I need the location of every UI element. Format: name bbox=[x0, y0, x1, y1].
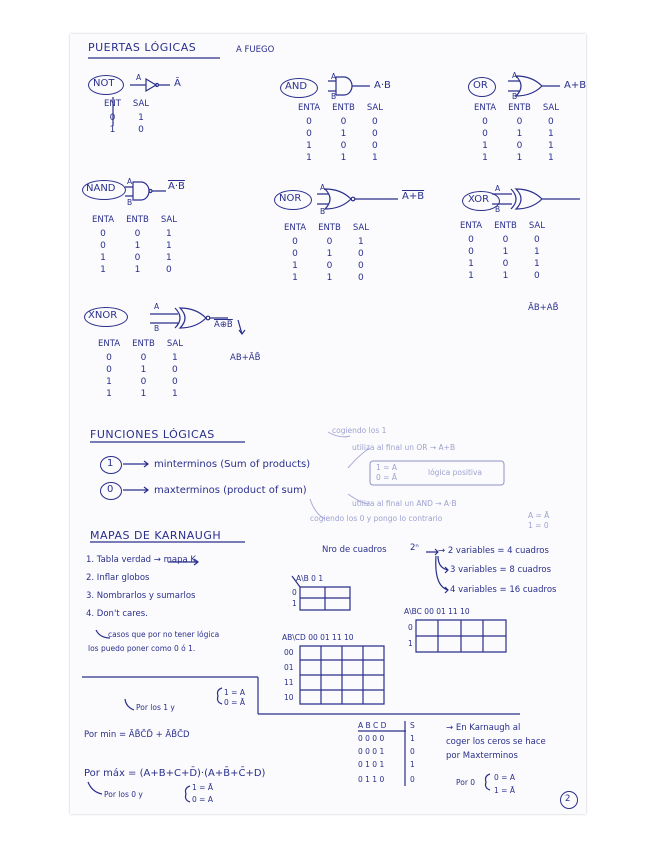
or-input-a: A bbox=[512, 71, 518, 80]
cell: 0 bbox=[516, 117, 523, 127]
cell: 0 bbox=[482, 117, 488, 127]
cell: 1 bbox=[306, 153, 312, 163]
or-output-label: A+B bbox=[564, 80, 586, 91]
v4-arrow bbox=[436, 556, 448, 593]
cell: 0 bbox=[358, 273, 364, 283]
header-cell: SAL bbox=[160, 215, 177, 225]
cell: 1 bbox=[292, 261, 298, 271]
bottom-table-header: A B C D bbox=[358, 721, 387, 730]
cell: 1 bbox=[109, 125, 116, 135]
cell: 1 bbox=[482, 141, 488, 151]
cell: 1 bbox=[548, 153, 554, 163]
cell: 1 bbox=[326, 249, 333, 259]
cell: 0 bbox=[134, 229, 141, 239]
or-input-b: B bbox=[512, 92, 518, 101]
brace-1-bottom: 0 = Ā bbox=[224, 698, 245, 707]
maxterminos-text: maxterminos (product of sum) bbox=[154, 485, 307, 496]
cell: 1 bbox=[502, 271, 509, 281]
v3-text: 3 variables = 8 cuadros bbox=[450, 565, 552, 575]
cell: 0 bbox=[292, 237, 298, 247]
por-max-expression: Por máx = (A+B+C+D̄)·(A+B̄+C̄+D) bbox=[84, 768, 266, 779]
cell: 0 bbox=[468, 247, 474, 257]
xor-input-b: B bbox=[495, 205, 501, 214]
cell: 0 bbox=[106, 365, 112, 375]
v3-arrow bbox=[438, 556, 448, 573]
xnor-output-label: A⊕B bbox=[214, 320, 233, 330]
and-input-a: A bbox=[331, 72, 337, 81]
cell: 0 bbox=[468, 235, 474, 245]
not-input-label: A bbox=[136, 73, 142, 82]
kmap-4var-row-2: 11 bbox=[284, 678, 294, 687]
kmap-4var-row-1: 01 bbox=[284, 663, 294, 672]
header-cell: SAL bbox=[366, 103, 383, 113]
cell: 0 bbox=[502, 235, 509, 245]
cell: 1 bbox=[166, 229, 172, 239]
note-or: utiliza al final un OR → A+B bbox=[352, 443, 456, 452]
not-truth-table bbox=[98, 98, 155, 136]
header-cell: ENTB bbox=[126, 215, 149, 225]
funciones-title: FUNCIONES LÓGICAS bbox=[90, 428, 215, 441]
xor-gate-name: XOR bbox=[468, 194, 490, 205]
cell: 0 bbox=[340, 117, 347, 127]
cell: 1 bbox=[134, 241, 141, 251]
xnor-input-b: B bbox=[154, 324, 160, 333]
cell: 1 bbox=[516, 153, 523, 163]
xor-gate-symbol bbox=[492, 189, 580, 209]
cell: 1 bbox=[340, 129, 347, 139]
brace-2 bbox=[186, 786, 191, 802]
cell: 0 bbox=[548, 117, 554, 127]
cell: 0 bbox=[166, 265, 172, 275]
page-title: PUERTAS LÓGICAS bbox=[88, 41, 197, 54]
kmap-4var-row-3: 10 bbox=[284, 693, 294, 702]
cell: 0 bbox=[100, 229, 106, 239]
header-cell: ENT bbox=[104, 99, 121, 109]
xor-expression: ĀB+AB̄ bbox=[528, 303, 559, 313]
kmap-3var-header: A\BC 00 01 11 10 bbox=[404, 607, 470, 616]
nand-gate-bubble bbox=[149, 190, 152, 193]
cell: 1 bbox=[468, 271, 474, 281]
cell: 1 bbox=[100, 265, 106, 275]
header-cell: ENTA bbox=[474, 103, 497, 113]
note-logica-positiva: lógica positiva bbox=[428, 468, 483, 477]
bottom-row-2-s: 1 bbox=[410, 760, 415, 769]
bottom-row-3-input: 0 1 1 0 bbox=[358, 775, 385, 784]
cell: 0 bbox=[326, 237, 333, 247]
cell: 0 bbox=[534, 235, 540, 245]
xnor-arrow bbox=[238, 320, 245, 334]
bottom-table-s: S bbox=[410, 721, 415, 730]
cell: 1 bbox=[166, 253, 172, 263]
brace-1-top: 1 = A bbox=[224, 688, 245, 697]
dont-care-note-2: los puedo poner como 0 ó 1. bbox=[88, 644, 196, 653]
cell: 0 bbox=[306, 129, 312, 139]
xnor-expression: AB+ĀB̄ bbox=[230, 353, 261, 363]
bottom-row-3-s: 0 bbox=[410, 775, 415, 784]
one-marker: 1 bbox=[107, 458, 114, 469]
bottom-row-1-s: 0 bbox=[410, 747, 415, 756]
cell: 0 bbox=[134, 253, 141, 263]
header-cell: ENTA bbox=[298, 103, 321, 113]
cell: 0 bbox=[516, 141, 523, 151]
note-ceros-b: 1 = 0 bbox=[528, 521, 549, 530]
cell: 1 bbox=[516, 129, 523, 139]
header-cell: ENTB bbox=[494, 221, 517, 231]
or-truth-table bbox=[468, 102, 565, 164]
bottom-row-0-input: 0 0 0 0 bbox=[358, 734, 385, 743]
or-gate-name: OR bbox=[473, 80, 488, 91]
note-and: utiliza al final un AND → A·B bbox=[352, 499, 457, 508]
header-cell: SAL bbox=[352, 223, 369, 233]
not-gate-name: NOT bbox=[93, 78, 115, 89]
kmap-4var-row-0: 00 bbox=[284, 648, 294, 657]
cell: 0 bbox=[482, 129, 488, 139]
header-cell: ENTB bbox=[132, 339, 155, 349]
por-min-expression: Por min = ĀB̄C̄D̄ + ĀB̄C̄D bbox=[84, 730, 190, 740]
xor-input-a: A bbox=[495, 184, 501, 193]
por-los-0-label: Por los 0 y bbox=[104, 790, 143, 799]
karnaugh-note-3: por Maxterminos bbox=[446, 751, 518, 761]
kmap-2var-row-0: 0 bbox=[292, 588, 297, 597]
page-number: 2 bbox=[565, 794, 571, 804]
nand-gate-name: NAND bbox=[86, 183, 116, 194]
header-cell: ENTA bbox=[284, 223, 307, 233]
brace-3 bbox=[486, 774, 491, 790]
karnaugh-note-2: coger los ceros se hace bbox=[446, 737, 546, 747]
step-1: 1. Tabla verdad → mapa K. bbox=[86, 555, 199, 565]
note-logica-one: 1 = A bbox=[376, 463, 397, 472]
bottom-row-1-input: 0 0 0 1 bbox=[358, 747, 385, 756]
cell: 1 bbox=[138, 113, 144, 123]
karnaugh-note-1: → En Karnaugh al bbox=[446, 723, 521, 733]
and-output-label: A·B bbox=[374, 80, 391, 91]
cell: 1 bbox=[534, 259, 540, 269]
nor-output-label: A+B bbox=[402, 191, 425, 202]
cell: 1 bbox=[172, 389, 178, 399]
cuadros-power: 2ⁿ bbox=[410, 543, 419, 553]
cell: 1 bbox=[502, 247, 509, 257]
header-cell: ENTB bbox=[332, 103, 355, 113]
nor-input-b: B bbox=[320, 207, 326, 216]
notebook-page bbox=[70, 34, 586, 814]
and-truth-table bbox=[292, 102, 389, 164]
por-los-1-hook bbox=[125, 699, 134, 710]
cell: 1 bbox=[106, 377, 112, 387]
cell: 0 bbox=[109, 113, 116, 123]
kmap-2var-grid bbox=[300, 587, 350, 610]
nand-input-b: B bbox=[127, 198, 133, 207]
cell: 0 bbox=[502, 259, 509, 269]
karnaugh-title: MAPAS DE KARNAUGH bbox=[90, 529, 222, 542]
header-cell: ENTA bbox=[460, 221, 483, 231]
bottom-row-2-input: 0 1 0 1 bbox=[358, 760, 385, 769]
bottom-row-0-s: 1 bbox=[410, 734, 415, 743]
and-gate-name: AND bbox=[285, 81, 308, 92]
header-cell: SAL bbox=[528, 221, 545, 231]
kmap-3var-row-0: 0 bbox=[408, 623, 413, 632]
header-cell: SAL bbox=[166, 339, 183, 349]
cell: 0 bbox=[326, 261, 333, 271]
cuadros-label: Nro de cuadros bbox=[322, 545, 387, 555]
por-0-a: 0 = A bbox=[494, 773, 515, 782]
step-4: 4. Don't cares. bbox=[86, 609, 148, 619]
step-3: 3. Nombrarlos y sumarlos bbox=[86, 591, 196, 601]
xor-truth-table bbox=[454, 220, 551, 282]
por-los-0-hook bbox=[88, 782, 102, 794]
xnor-input-a: A bbox=[154, 302, 160, 311]
cell: 1 bbox=[106, 389, 112, 399]
note-logica-zero: 0 = Ā bbox=[376, 473, 397, 482]
cell: 1 bbox=[372, 153, 378, 163]
header-cell: SAL bbox=[132, 99, 150, 109]
cell: 1 bbox=[482, 153, 488, 163]
por-0-label: Por 0 bbox=[456, 778, 476, 787]
v4-text: 4 variables = 16 cuadros bbox=[450, 585, 557, 595]
minterminos-text: minterminos (Sum of products) bbox=[154, 459, 311, 470]
not-output-label: Ā bbox=[174, 78, 181, 89]
nand-output-label: A·B bbox=[168, 181, 185, 192]
cell: 0 bbox=[100, 241, 106, 251]
header-cell: ENTA bbox=[92, 215, 115, 225]
cell: 0 bbox=[292, 249, 298, 259]
xnor-gate-name: XNOR bbox=[88, 310, 118, 321]
cell: 0 bbox=[172, 365, 178, 375]
kmap-4var-header: AB\CD 00 01 11 10 bbox=[282, 633, 354, 642]
cell: 0 bbox=[106, 353, 112, 363]
cell: 0 bbox=[358, 261, 364, 271]
cell: 0 bbox=[372, 129, 378, 139]
nor-gate-symbol bbox=[317, 189, 398, 209]
max-arrow bbox=[123, 487, 148, 493]
header-cell: ENTB bbox=[318, 223, 341, 233]
cell: 1 bbox=[548, 141, 554, 151]
kmap-4var-grid bbox=[300, 646, 384, 704]
page-subtitle: A FUEGO bbox=[236, 45, 275, 55]
por-0-b: 1 = Ā bbox=[494, 786, 515, 795]
nor-gate-bubble bbox=[351, 197, 355, 201]
nor-input-a: A bbox=[320, 183, 326, 192]
cell: 1 bbox=[172, 353, 178, 363]
min-arrow bbox=[123, 461, 148, 467]
brace-1 bbox=[218, 688, 223, 704]
cell: 1 bbox=[140, 365, 147, 375]
cell: 1 bbox=[534, 247, 540, 257]
dont-care-note-1: casos que por no tener lógica bbox=[108, 630, 220, 639]
cell: 0 bbox=[372, 117, 378, 127]
note-ceros-a: A = Ā bbox=[528, 511, 550, 520]
header-cell: ENTA bbox=[98, 339, 121, 349]
cell: 1 bbox=[326, 273, 333, 283]
cell: 0 bbox=[306, 117, 312, 127]
cell: 0 bbox=[172, 377, 178, 387]
kmap-2var-row-1: 1 bbox=[292, 599, 297, 608]
brace-2-bottom: 0 = A bbox=[192, 795, 213, 804]
nor-truth-table bbox=[278, 222, 375, 284]
cell: 0 bbox=[138, 125, 144, 135]
kmap-3var-row-1: 1 bbox=[408, 639, 413, 648]
brace-2-top: 1 = Ā bbox=[192, 783, 213, 792]
header-cell: SAL bbox=[542, 103, 559, 113]
cell: 1 bbox=[166, 241, 172, 251]
note-ceros: cogiendo los 0 y pongo lo contrario bbox=[310, 514, 443, 523]
step-2: 2. Inflar globos bbox=[86, 573, 150, 583]
cell: 1 bbox=[100, 253, 106, 263]
cell: 1 bbox=[358, 237, 364, 247]
cell: 0 bbox=[140, 353, 147, 363]
cell: 0 bbox=[140, 377, 147, 387]
por-los-1-label: Por los 1 y bbox=[136, 703, 175, 712]
xnor-gate-bubble bbox=[206, 316, 210, 320]
and-input-b: B bbox=[331, 92, 337, 101]
nand-input-a: A bbox=[127, 177, 133, 186]
cell: 1 bbox=[134, 265, 141, 275]
cell: 0 bbox=[340, 141, 347, 151]
cell: 1 bbox=[306, 141, 312, 151]
cuadros-arrow bbox=[426, 549, 438, 555]
note-cogiendo-unos: cogiendo los 1 bbox=[332, 426, 387, 435]
cell: 1 bbox=[548, 129, 554, 139]
nor-gate-name: NOR bbox=[279, 193, 302, 204]
cell: 1 bbox=[140, 389, 147, 399]
cell: 1 bbox=[468, 259, 474, 269]
cell: 1 bbox=[340, 153, 347, 163]
kmap-2var-header: A\B 0 1 bbox=[296, 574, 324, 583]
cell: 1 bbox=[292, 273, 298, 283]
nand-truth-table bbox=[86, 214, 183, 276]
cell: 0 bbox=[534, 271, 540, 281]
xnor-truth-table bbox=[92, 338, 189, 400]
kmap-3var-grid bbox=[416, 620, 506, 652]
v2-text: → 2 variables = 4 cuadros bbox=[438, 546, 549, 556]
zero-marker: 0 bbox=[107, 484, 114, 495]
cell: 0 bbox=[372, 141, 378, 151]
cell: 0 bbox=[358, 249, 364, 259]
header-cell: ENTB bbox=[508, 103, 531, 113]
